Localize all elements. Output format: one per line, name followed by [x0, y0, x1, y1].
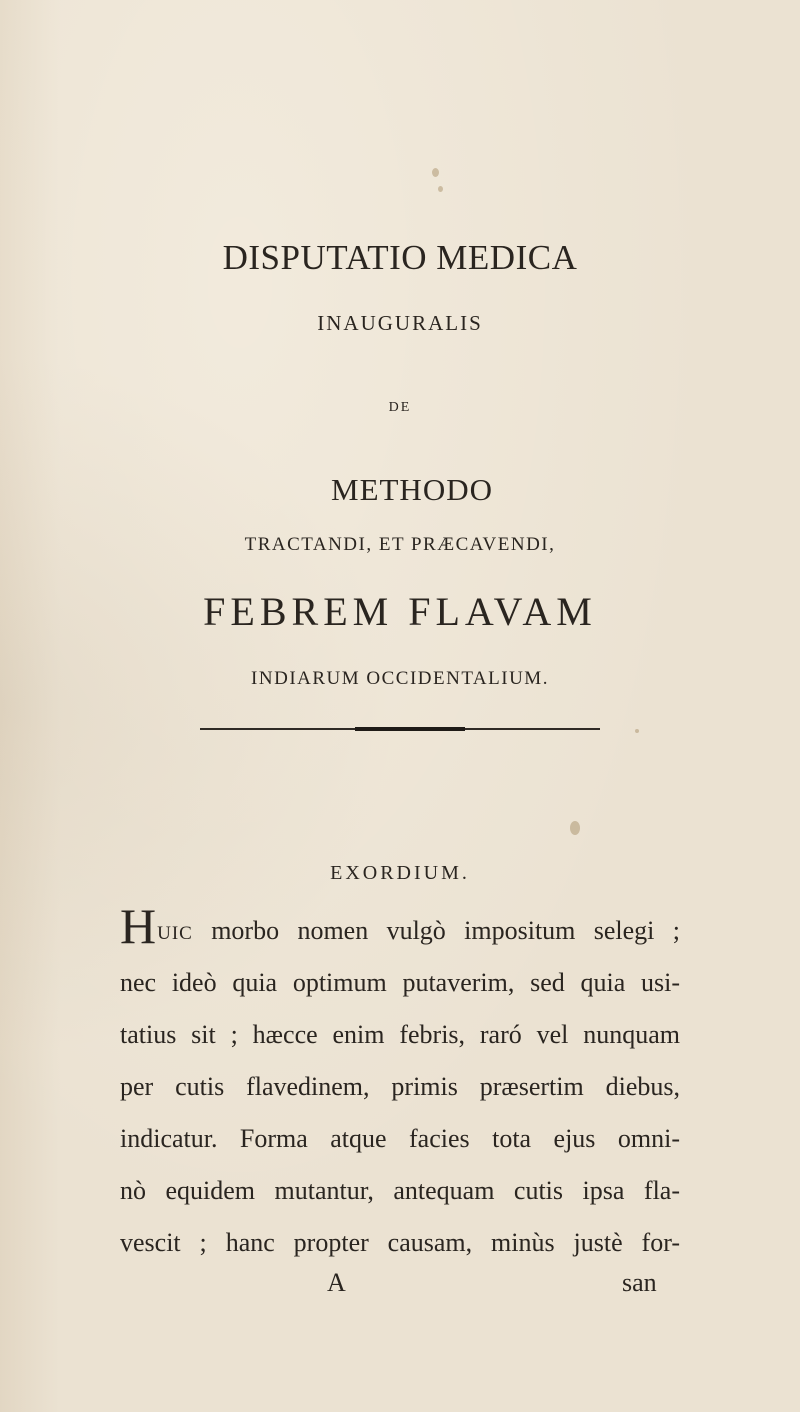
title-line-inauguralis: INAUGURALIS [317, 311, 483, 335]
body-paragraph [120, 898, 680, 1269]
title-line-disputatio: DISPUTATIO MEDICA [222, 238, 578, 277]
foxing-spot [438, 186, 443, 192]
title-line-febrem-flavam: FEBREM FLAVAM [203, 589, 597, 634]
foxing-spot [635, 729, 639, 733]
paragraph-line: nò equidem mutantur, antequam cutis ipsa fla- [120, 1176, 680, 1205]
first-line-text: morbo nomen vulgò impositum selegi ; [192, 916, 680, 945]
paragraph-line: indicatur. Forma atque facies tota ejus omni- [120, 1124, 680, 1153]
section-heading: EXORDIUM. [330, 862, 470, 884]
paragraph-line: nec ideò quia optimum putaverim, sed quia usi- [120, 968, 680, 997]
paragraph-first-line [120, 898, 680, 957]
signature-mark: A [327, 1268, 346, 1297]
paragraph-line: tatius sit ; hæcce enim febris, raró vel nunquam [120, 1020, 680, 1049]
drop-cap: H [120, 898, 157, 954]
first-word-smallcaps: UIC [157, 923, 193, 944]
paragraph-line: per cutis flavedinem, primis præsertim diebus, [120, 1072, 680, 1101]
paragraph-line: vescit ; hanc propter causam, minùs justè for- [120, 1228, 680, 1257]
title-line-indiarum: INDIARUM OCCIDENTALIUM. [251, 668, 549, 689]
foxing-spot [570, 821, 580, 835]
ornamental-rule-center [355, 727, 465, 731]
foxing-spot [432, 168, 439, 177]
catchword: san [622, 1268, 657, 1297]
title-line-de: DE [388, 400, 412, 415]
title-line-tractandi: TRACTANDI, ET PRÆCAVENDI, [244, 534, 556, 555]
title-line-methodo: METHODO [331, 472, 493, 507]
